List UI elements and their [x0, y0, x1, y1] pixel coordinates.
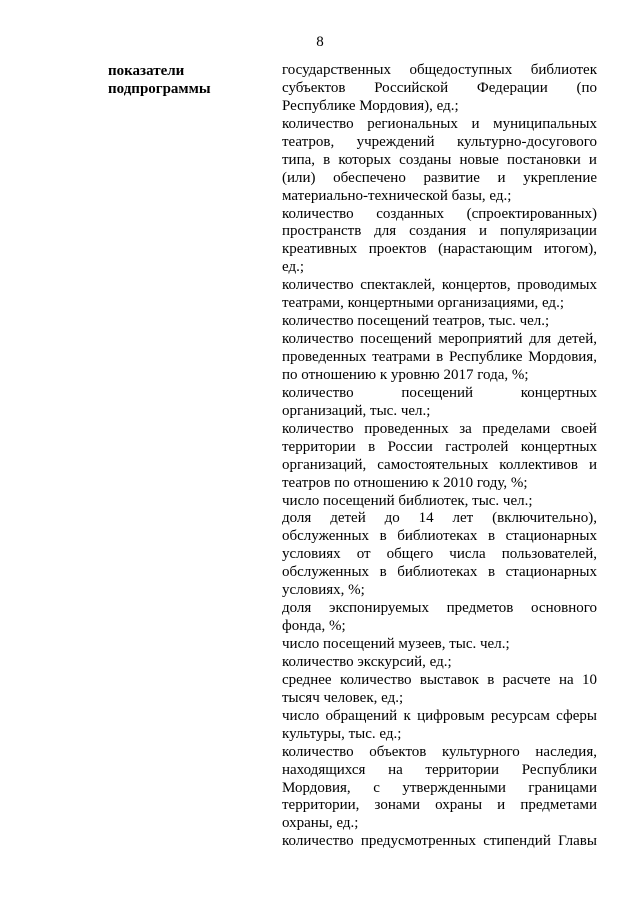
word: количество: [282, 115, 354, 132]
word: наследия,: [535, 743, 597, 760]
word: количество: [339, 671, 412, 688]
text-line: [282, 241, 597, 259]
word: территории,: [282, 797, 360, 814]
word: созданных: [376, 205, 444, 222]
word: детей,: [557, 331, 597, 348]
word: утвержденными: [402, 779, 506, 796]
text-line: [282, 170, 597, 188]
text-line: по отношению к уровню 2017 года, %;: [282, 366, 529, 383]
text-line: [282, 744, 597, 762]
text-line: [282, 833, 597, 851]
word: границами: [528, 779, 597, 796]
text-line: [282, 457, 597, 475]
word: основного: [531, 600, 597, 617]
word: экспонируемых: [329, 600, 429, 617]
word: 10: [581, 671, 597, 688]
word: России: [387, 438, 433, 455]
word: Мордовия,: [282, 779, 351, 796]
text-line: [282, 62, 597, 80]
word: в: [323, 151, 331, 168]
word: Федерации: [476, 79, 548, 96]
word: итогом),: [543, 241, 597, 258]
word: самостоятельных: [377, 456, 489, 473]
word: культурно-досугового: [456, 133, 597, 150]
word: число: [282, 707, 320, 724]
text-line: [282, 600, 597, 618]
word: (спроектированных): [466, 205, 597, 222]
text-line: [282, 797, 597, 815]
word: ресурсам: [490, 707, 550, 724]
text-line: число посещений музеев, тыс. чел.;: [282, 636, 510, 652]
word: и: [479, 223, 488, 240]
word: Российской: [374, 79, 449, 96]
word: лет: [452, 510, 474, 527]
word: Мордовия,: [528, 349, 597, 365]
word: с: [373, 779, 380, 796]
text-line: материально-технической базы, ед.;: [282, 187, 512, 204]
word: и: [497, 169, 506, 186]
word: библиотеках: [397, 564, 478, 581]
word: стационарных: [505, 528, 597, 545]
word: (по: [576, 79, 597, 96]
word: Республики: [521, 761, 597, 778]
text-line: количество экскурсий, ед.;: [282, 653, 452, 670]
word: территории: [425, 761, 500, 778]
word: проведенных: [282, 349, 367, 365]
word: организаций,: [282, 456, 367, 473]
text-line: театров по отношению к 2010 году, %;: [282, 474, 528, 491]
word: своей: [560, 420, 597, 437]
word: предметов: [446, 600, 514, 617]
word: расчете: [502, 671, 551, 688]
text-line: организаций, тыс. чел.;: [282, 402, 431, 419]
word: общедоступных: [409, 62, 513, 78]
word: количество: [282, 833, 354, 850]
word: доля: [282, 510, 312, 527]
word: проведенных: [364, 420, 449, 437]
word: в: [379, 528, 387, 545]
word: которых: [338, 151, 392, 168]
word: популяризации: [499, 223, 597, 240]
word: и: [497, 797, 506, 814]
word: Республике: [448, 349, 523, 365]
word: библиотеках: [397, 528, 478, 545]
word: и: [588, 456, 597, 473]
text-line: театрами, концертными организациями, ед.;: [282, 295, 564, 312]
text-line: [282, 672, 597, 690]
word: (включительно),: [492, 510, 597, 527]
word: коллективов: [499, 456, 578, 473]
word: на: [558, 671, 574, 688]
word: муниципальных: [493, 115, 597, 132]
word: проектов: [368, 241, 427, 258]
word: количество: [282, 205, 354, 222]
word: проводимых: [517, 277, 597, 294]
word: посещений: [360, 331, 432, 348]
word: от: [356, 546, 371, 563]
text-line: [282, 546, 597, 564]
word: выставок: [419, 671, 479, 688]
word: территории: [282, 438, 356, 455]
word: количество: [282, 420, 354, 437]
text-line: [282, 421, 597, 439]
word: количество: [282, 384, 354, 401]
word: гастролей: [445, 438, 509, 455]
text-line: ед.;: [282, 259, 305, 276]
text-line: [282, 439, 597, 457]
word: предметами: [520, 797, 597, 814]
text-line: [282, 134, 597, 152]
word: находящихся: [282, 761, 366, 778]
word: в: [487, 564, 496, 581]
text-line: [282, 708, 597, 726]
word: пользователей,: [501, 546, 597, 563]
text-line: [282, 116, 597, 134]
text-line: условиях, %;: [282, 582, 365, 599]
text-line: фонда, %;: [282, 618, 346, 635]
word: (или): [282, 169, 316, 186]
text-line: [282, 385, 597, 403]
word: созданы: [399, 151, 452, 168]
section-heading-line-2: подпрограммы: [108, 81, 211, 97]
indicators-list: [282, 62, 597, 851]
text-line: [282, 331, 597, 349]
word: в: [436, 349, 444, 365]
word: пространств: [282, 223, 362, 240]
text-line: [282, 564, 597, 582]
text-line: [282, 223, 597, 241]
text-line: [282, 349, 597, 367]
word: к: [403, 707, 411, 724]
word: 14: [418, 510, 434, 527]
word: общего: [386, 546, 434, 563]
word: театров,: [282, 133, 335, 150]
word: в: [487, 671, 495, 688]
word: государственных: [282, 62, 391, 78]
word: библиотек: [530, 62, 597, 78]
word: количество: [282, 743, 354, 760]
word: стационарных: [505, 564, 597, 581]
text-line: [282, 528, 597, 546]
text-line: [282, 780, 597, 798]
word: театрами: [372, 349, 431, 365]
word: доля: [282, 600, 312, 617]
word: концертных: [520, 438, 597, 455]
word: посещений: [401, 384, 474, 401]
word: концертов,: [441, 277, 511, 294]
text-line: [282, 510, 597, 528]
text-line: Республике Мордовия), ед.;: [282, 97, 459, 114]
word: количество: [282, 277, 354, 294]
word: развитие: [423, 169, 480, 186]
text-line: [282, 277, 597, 295]
word: постановки: [506, 151, 581, 168]
word: обращений: [325, 707, 398, 724]
text-line: [282, 152, 597, 170]
word: обслуженных: [282, 564, 370, 581]
word: зонами: [374, 797, 421, 814]
text-line: охраны, ед.;: [282, 815, 359, 832]
word: числа: [449, 546, 486, 563]
section-heading-line-1: показатели: [108, 63, 185, 79]
word: типа,: [282, 151, 316, 168]
word: стипендий: [483, 833, 551, 850]
word: для: [374, 223, 397, 240]
word: и: [471, 115, 480, 132]
word: (нарастающим: [438, 241, 533, 258]
word: для: [529, 331, 552, 348]
word: условиях: [282, 546, 341, 563]
word: креативных: [282, 241, 358, 258]
word: создания: [409, 223, 467, 240]
page-number: 8: [316, 34, 324, 50]
word: предусмотренных: [360, 833, 476, 850]
word: субъектов: [282, 79, 346, 96]
word: цифровым: [417, 707, 485, 724]
word: детей: [330, 510, 366, 527]
word: укрепление: [523, 169, 597, 186]
word: сферы: [556, 707, 597, 724]
word: на: [388, 761, 403, 778]
word: мероприятий: [438, 331, 523, 348]
word: Главы: [558, 833, 597, 850]
word: в: [379, 564, 387, 581]
word: новые: [459, 151, 499, 168]
word: среднее: [282, 671, 332, 688]
word: спектаклей,: [360, 277, 436, 294]
word: культурного: [441, 743, 520, 760]
word: охраны: [435, 797, 483, 814]
word: региональных: [367, 115, 458, 132]
word: количество: [282, 331, 354, 348]
text-line: число посещений библиотек, тыс. чел.;: [282, 492, 533, 509]
word: в: [487, 528, 496, 545]
word: объектов: [369, 743, 427, 760]
word: за: [459, 420, 472, 437]
word: в: [368, 438, 376, 455]
word: и: [588, 151, 597, 168]
text-line: количество посещений театров, тыс. чел.;: [282, 313, 550, 330]
text-line: культуры, тыс. ед.;: [282, 725, 402, 742]
section-heading: [108, 62, 258, 98]
word: пределами: [482, 420, 551, 437]
word: обеспечено: [333, 169, 406, 186]
text-line: [282, 206, 597, 224]
text-line: тысяч человек, ед.;: [282, 689, 404, 706]
word: учреждений: [356, 133, 435, 150]
text-line: [282, 762, 597, 780]
word: обслуженных: [282, 528, 370, 545]
word: до: [384, 510, 400, 527]
text-line: [282, 80, 597, 98]
word: концертных: [520, 384, 597, 401]
